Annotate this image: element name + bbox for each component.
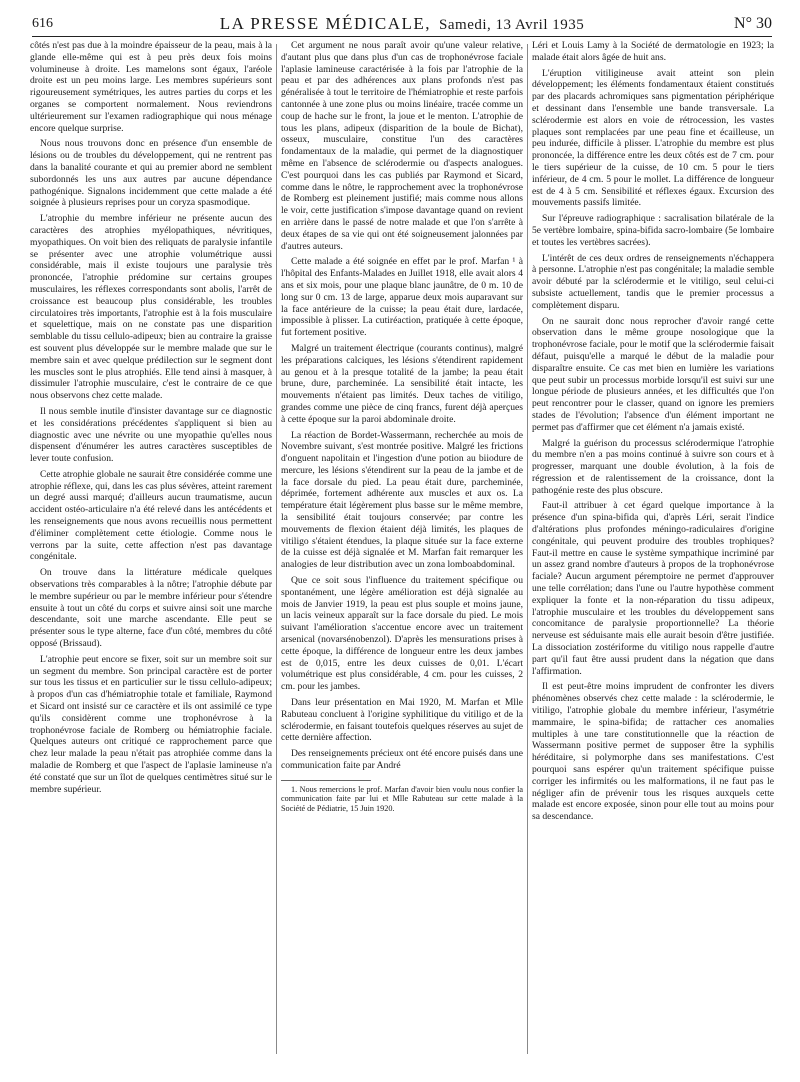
paragraph: On trouve dans la littérature médicale quelques observations très comparables à la nôtre; l'atrophie débute par le membre supérieur ou par le membre inférieur pour s'étendre ensuite à tout un côté du corps et suivre ainsi soit une marche descendante, soit une marche ascendante. Elle peut se présenter sous le type alterne, face d'un côté, membres du côté opposé (Brissaud). xyxy=(30,567,272,650)
paragraph: Cette malade a été soignée en effet par le prof. Marfan ¹ à l'hôpital des Enfants-Malades en Juillet 1918, elle avait alors 4 ans et six mois, pour une plaque blanc jaunâtre, de 0 m. 10 de long sur 0 cm. 13 de large, apparue deux mois auparavant sur la face antérieure de la cuisse; la peau était dure, lardacée, impossible à plisser. La cutiréaction, pratiquée à cette époque, fut fortement positive. xyxy=(281,256,523,339)
paragraph: L'atrophie du membre inférieur ne présente aucun des caractères des atrophies myélopathiques, névritiques, myopathiques. On voit bien des reliquats de paralysie infantile se présenter avec une atrophie volumétrique aussi considérable, mais il existe toujours une paralysie très prononcée, l'atrophie prédomine sur certains groupes musculaires, les réflexes correspondants sont abolis, l'arrêt de croissance est beaucoup plus considérable, les troubles circulatoires très importants, l'atrophie est à la fois musculaire et squelettique, mais on ne constate pas une disparition semblable du tissu cellulo-adipeux; bien au contraire la graisse est souvent plus développée sur le membre malade que sur le membre sain et avec quelque prédilection sur le segment dont les muscles sont le plus atrophiés. Elle tend ainsi à masquer, à dissimuler l'atrophie musculaire, c'est le contraire de ce que nous observons chez cette malade. xyxy=(30,213,272,402)
footnote: 1. Nous remercions le prof. Marfan d'avoir bien voulu nous confier la communication faite par lui et Mlle Rabuteau sur cette malade à la Société de Pédiatrie, 15 Juin 1920. xyxy=(281,784,523,813)
paragraph: Malgré la guérison du processus sclérodermique l'atrophie du membre n'en a pas moins continué à suivre son cours et à progresser, marquant une double évolution, à la fois de régression et de ralentissement de la croissance, dont la pathogénie reste des plus obscure. xyxy=(532,437,774,496)
paragraph: Il est peut-être moins imprudent de confronter les divers phénomènes observés chez cette malade : la sclérodermie, le vitiligo, l'atrophie globale du membre inférieur, l'asymétrie mammaire, le spina-bifida; de rattacher ces anomalies multiples à une tare constitutionnelle que la réaction de Wassermann positive permet de supposer être la syphilis héréditaire, si polymorphe dans ses manifestations. C'est pourquoi sans espérer qu'un traitement spécifique puisse corriger les infirmités ou les malformations, il ne faut pas le négliger afin de prévenir tous les risques auxquels cette malade est encore exposée, sinon pour elle tout au moins pour sa descendance. xyxy=(532,681,774,823)
paragraph: Malgré un traitement électrique (courants continus), malgré les préparations calciques, les lésions s'étendirent rapidement au genou et à la presque totalité de la jambe; la peau était brune, dure, parcheminée. La sensibilité était intacte, les mouvements n'étaient pas limités. Deux taches de vitiligo, grandes comme une pièce de cinq francs, furent déjà aperçues à cette époque sur la paroi abdominale droite. xyxy=(281,342,523,425)
footnote-separator xyxy=(281,780,371,781)
paragraph: Que ce soit sous l'influence du traitement spécifique ou spontanément, une légère amélioration est déjà signalée au mois de Janvier 1919, la peau est plus souple et moins jaune, un lacis veineux apparaît sur la face dorsale du pied. Le mois suivant l'amélioration s'accentue encore avec un traitement arsenical (novarsénobenzol). D'après les mensurations prises à cette époque, la différence de longueur entre les deux jambes est de 0,015, entre les deux cuisses de 0,01. L'écart volumétrique est plus considérable, 4 cm. pour les cuisses, 2 cm. pour les jambes. xyxy=(281,575,523,693)
issue-date: Samedi, 13 Avril 1935 xyxy=(439,17,585,33)
paragraph: On ne saurait donc nous reprocher d'avoir rangé cette observation dans le même groupe nosologique que la trophonévrose faciale, pour le motif que la sclérodermie faisait défaut, puisqu'elle a marqué le début de la maladie pour disparaître ensuite. Ce cas met bien en lumière les variations que peut subir un processus morbide lorsqu'il est suivi sur une longue période de plusieurs années, et les difficultés que l'on peut rencontrer pour le classer, quand on ignore les premiers stades de l'évolution; l'absence d'un élément important ne permet pas d'affirmer que cet élément n'a jamais existé. xyxy=(532,315,774,433)
paragraph: Il nous semble inutile d'insister davantage sur ce diagnostic et les considérations précédentes s'appliquent si bien au diagnostic avec une névrite ou une myopathie qu'elles nous dispensent d'énumérer les autres caractères susceptibles de lever toute confusion. xyxy=(30,405,272,465)
paragraph: Des renseignements précieux ont été encore puisés dans une communication faite par André xyxy=(281,748,523,772)
column-3 xyxy=(532,40,774,827)
paragraph: Cet argument ne nous paraît avoir qu'une valeur relative, d'autant plus que dans plus d'un cas de trophonévrose faciale l'aplasie lamineuse caractérisée à la fois par l'atrophie de la peau et par des adhérences aux plans profonds n'est pas généralisée à tout le territoire de l'hémiatrophie et reste parfois cantonnée à une zone plus ou moins linéaire, tracée comme un coup de hache sur le front, la joue et le menton. L'atrophie de tous les plans, adipeux (disparition de la boule de Bichat), osseux, musculaire, constitue l'un des caractères fondamentaux de la maladie, qui permet de la diagnostiquer même en l'absence de sclérodermie ou d'aspects analogues. C'est pourquoi dans les cas publiés par Raymond et Sicard, comme dans le nôtre, le rapprochement avec la trophonévrose de Romberg est pleinement justifié; mais comme nous allons le voir, cette justification s'impose davantage quand on revient en arrière dans le passé de notre malade et que l'on s'arrête à deux étapes de sa vie qui ont été soigneusement jalonnées par d'autres auteurs. xyxy=(281,40,523,252)
paragraph: Faut-il attribuer à cet égard quelque importance à la présence d'un spina-bifida qui, d'après Léri, serait l'indice d'altérations plus profondes méningo-radiculaires d'origine congénitale, qui peuvent produire des troubles trophiques? Faut-il mettre en cause le système sympathique incriminé par un assez grand nombre d'auteurs à propos de la trophonévrose faciale? Aucun argument péremptoire ne permet d'approuver une telle corrélation; dans l'une ou l'autre hypothèse comment expliquer la fonte et la non-réparation du tissu adipeux, l'atrophie musculaire et les troubles du développement sans concomitance de paralysie proportionnelle? La théorie nerveuse est séduisante mais elle aurait besoin d'être justifiée. La dissociation zostériforme du vitiligo nous rappelle d'autre part qu'il faut être aussi prudent dans la négation que dans l'affirmation. xyxy=(532,500,774,677)
paragraph: L'atrophie peut encore se fixer, soit sur un membre soit sur un segment du membre. Son principal caractère est de porter sur tous les tissus et en particulier sur le tissu cellulo-adipeux; à propos d'un cas d'hémiatrophie totale et familiale, Raymond et Sicard ont insisté sur ce caractère et ils ont assimilé ce type qu'ils considèrent comme une trophonévrose à la trophonévrose faciale de Romberg ou hémiatrophie faciale. Quelques auteurs ont critiqué ce rapprochement parce que chez leur malade la peau n'était pas atrophiée comme dans la maladie de Romberg et que l'aspect de l'aplasie lamineuse n'a été constaté que sur un îlot de quelques centimètres situé sur le membre supérieur. xyxy=(30,653,272,795)
paragraph: Léri et Louis Lamy à la Société de dermatologie en 1923; la malade était alors âgée de huit ans. xyxy=(532,40,774,63)
paragraph: Dans leur présentation en Mai 1920, M. Marfan et Mlle Rabuteau concluent à l'origine syphilitique du vitiligo et de la sclérodermie, en faisant toutefois quelques réserves au sujet de cette dernière affection. xyxy=(281,697,523,744)
paragraph: Sur l'épreuve radiographique : sacralisation bilatérale de la 5e vertèbre lombaire, spina-bifida sacro-lombaire (5e lombaire et toutes les vertèbres sacrées). xyxy=(532,213,774,248)
paragraph: côtés n'est pas due à la moindre épaisseur de la peau, mais à la glande elle-même qui est à peu près deux fois moins volumineuse à droite. Les mamelons sont égaux, l'aréole droite est un peu moins large. Les membres supérieurs sont rigoureusement symétriques, les autres parties du corps et les organes se comportent normalement. Nous reviendrons ultérieurement sur l'examen radiographique qui nous ménage encore quelque surprise. xyxy=(30,40,272,134)
paragraph: L'éruption vitiligineuse avait atteint son plein développement; les éléments fondamentaux étaient constitués par des placards achromiques sans pigmentation périphérique et dessinant dans l'ensemble une bande transversale. La sclérodermie est alors en voie de rétrocession, les vastes plaques sont remplacées par une peau fine et écailleuse, un peu indurée, difficile à plisser. L'atrophie du membre est plus prononcée, la différence entre les deux côtés est de 7 cm. pour le tiers supérieur de la cuisse, de 10 cm. 5 pour le tiers inférieur, de 4 cm. 5 pour le mollet. La différence de longueur est de 4 à 5 cm. Sensibilité et réflexes égaux. Excursion des mouvements passifs limitée. xyxy=(532,67,774,209)
paragraph: L'intérêt de ces deux ordres de renseignements n'échappera à personne. L'atrophie n'est pas congénitale; la maladie semble avoir débuté par la sclérodermie et le vitiligo, seul celui-ci subsiste actuellement, tandis que le premier processus a complètement disparu. xyxy=(532,252,774,311)
paragraph: Nous nous trouvons donc en présence d'un ensemble de lésions ou de troubles du développement, qui ne rentrent pas dans la banalité courante et qui au premier abord ne semblent subordonnés les uns aux autres par aucune dépendance pathogénique. Signalons incidemment que cette malade a été soignée à plusieurs reprises pour un coryza spasmodique. xyxy=(30,138,272,209)
column-divider xyxy=(527,44,528,1054)
issue-number: N° 30 xyxy=(734,15,772,32)
column-1 xyxy=(30,40,272,799)
journal-title: LA PRESSE MÉDICALE, xyxy=(219,14,432,33)
page-number: 616 xyxy=(32,16,53,31)
running-head xyxy=(32,14,772,34)
paragraph: La réaction de Bordet-Wassermann, recherchée au mois de Novembre suivant, s'est montrée positive. Malgré les frictions d'onguent napolitain et l'ingestion d'une potion au biiodure de mercure, les lésions s'étendirent sur la peau de la jambe et de la face dorsale du pied. La peau était dure, parcheminée, déprimée, fortement adhérente aux muscles et aux os. La température était légèrement plus basse sur le même membre, la sensibilité était toujours conservée; par contre les mouvements de flexion étaient déjà limités, les plaques de vitiligo s'étaient étendues, la plaque située sur la face externe de la cuisse est déjà signalée et M. Marfan fait remarquer les analogies de leur distribution avec un zona lomboabdominal. xyxy=(281,429,523,571)
column-divider xyxy=(276,44,277,1054)
page-header xyxy=(32,14,772,37)
column-2 xyxy=(281,40,523,818)
paragraph: Cette atrophie globale ne saurait être considérée comme une atrophie réflexe, qui, dans les cas plus sévères, atteint rarement un degré aussi marqué; d'ailleurs aucun traumatisme, aucun accident ostéo-articulaire n'a été relevé dans les antécédents et les renseignements que nous avons recueillis nous permettent d'éliminer complètement cette étiologie. Comme nous le verrons par la suite, cette affection n'est pas davantage congénitale. xyxy=(30,468,272,563)
